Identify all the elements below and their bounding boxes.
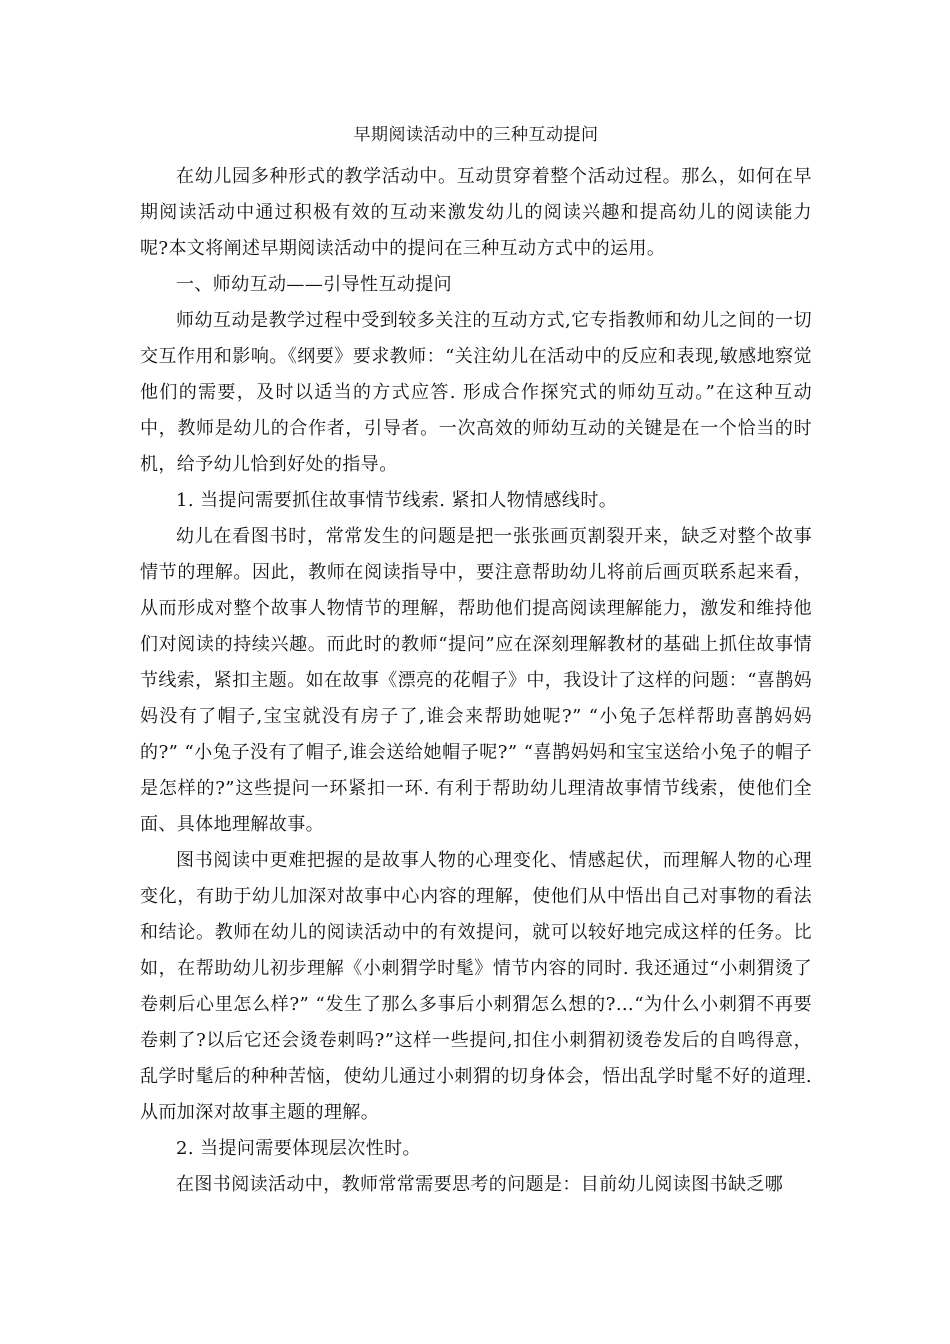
subheading-hierarchy: 2. 当提问需要体现层次性时。 — [176, 1138, 421, 1159]
paragraph-plot-clues: 幼儿在看图书时，常常发生的问题是把一张张画页割裂开来，缺乏对整个故事情节的理解。因此，教师在阅读指导中，要注意帮助幼儿将前后画页联系起来看，从而形成对整个故事人物情节的理解，帮助他们提高阅读理解能力，激发和维持他们对阅读的持续兴趣。而此时的教师“提问”应在深刻理解教材的基础上抓住故事情节线索，紧扣主题。如在故事《漂亮的花帽子》中，我设计了这样的问题：“喜鹊妈妈没有了帽子,宝宝就没有房子了,谁会来帮助她呢?” “小兔子怎样帮助喜鹊妈妈的?” “小兔子没有了帽子,谁会送给她帽子呢?” “喜鹊妈妈和宝宝送给小兔子的帽子是怎样的?”这些提问一环紧扣一环. 有利于帮助幼儿理清故事情节线索，使他们全面、具体地理解故事。 — [140, 526, 812, 835]
paragraph-intro: 在幼儿园多种形式的教学活动中。互动贯穿着整个活动过程。那么，如何在早期阅读活动中通过积极有效的互动来激发幼儿的阅读兴趣和提高幼儿的阅读能力呢?本文将阐述早期阅读活动中的提问在三种互动方式中的运用。 — [140, 166, 812, 259]
document-body — [140, 123, 812, 1203]
paragraph-character-psychology: 图书阅读中更难把握的是故事人物的心理变化、情感起伏，而理解人物的心理变化，有助于幼儿加深对故事中心内容的理解，使他们从中悟出自己对事物的看法和结论。教师在幼儿的阅读活动中的有效提问，就可以较好地完成这样的任务。比如，在帮助幼儿初步理解《小刺猬学时髦》情节内容的同时. 我还通过“小刺猬烫了卷刺后心里怎么样?” “发生了那么多事后小刺猬怎么想的?…“为什么小刺猬不再要卷刺了?以后它还会烫卷刺吗?”这样一些提问,扣住小刺猬初烫卷发后的自鸣得意，乱学时髦后的种种苦恼，使幼儿通过小刺猬的切身体会，悟出乱学时髦不好的道理. 从而加深对故事主题的理解。 — [140, 850, 812, 1123]
document-title: 早期阅读活动中的三种互动提问 — [353, 125, 599, 145]
paragraph-hierarchy: 在图书阅读活动中，教师常常需要思考的问题是：目前幼儿阅读图书缺乏哪 — [176, 1174, 784, 1195]
section-heading-teacher-child-interaction: 一、师幼互动——引导性互动提问 — [176, 274, 452, 295]
paragraph-teacher-child-interaction: 师幼互动是教学过程中受到较多关注的互动方式,它专指教师和幼儿之间的一切交互作用和影响。《纲要》要求教师：“关注幼儿在活动中的反应和表现,敏感地察觉他们的需要，及时以适当的方式应答. 形成合作探究式的师幼互动。”在这种互动中，教师是幼儿的合作者，引导者。一次高效的师幼互动的关键是在一个恰当的时机，给予幼儿恰到好处的指导。 — [140, 310, 812, 475]
subheading-plot-clues: 1. 当提问需要抓住故事情节线索. 紧扣人物情感线时。 — [176, 490, 618, 511]
